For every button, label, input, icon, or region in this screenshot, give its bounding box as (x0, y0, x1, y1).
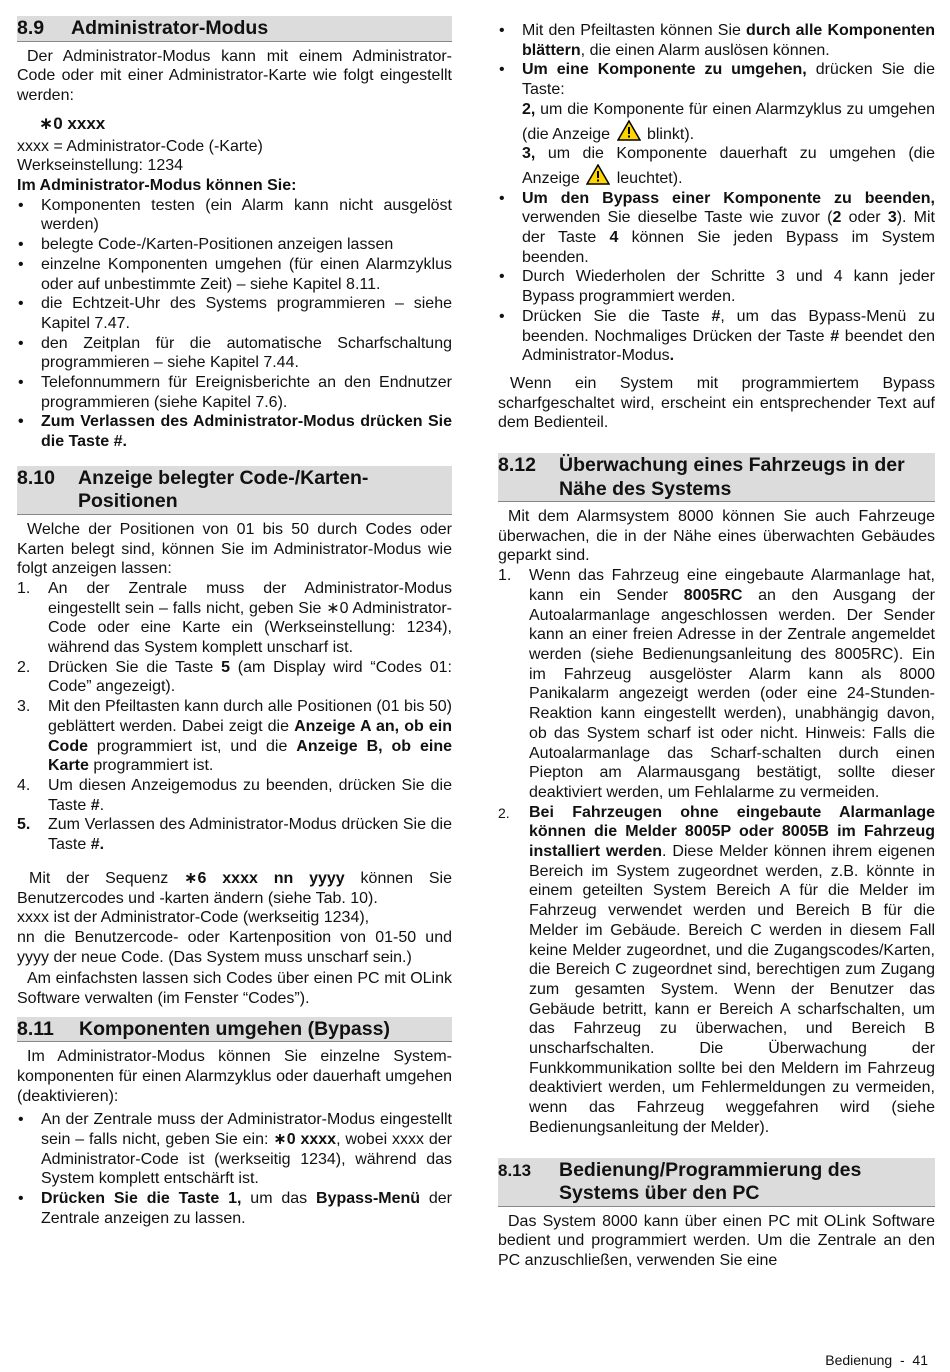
s811-note: Wenn ein System mit programmiertem Bypass scharfgeschaltet wird, erscheint ein entsprechender Text auf dem Bedienteil. (498, 374, 935, 432)
section-number: 8.11 (17, 1017, 54, 1040)
list-item: 2. Bei Fahrzeugen ohne eingebaute Alarmanlage können die Melder 8005P oder 8005B im Fahrzeug installiert werden. Diese Melder können ihrem eigenen Bereich im System zugeordnet werden, z.B. könnte in einem geteilten System Bereich A für die Melder im Fahrzeug verwendet werden und Bereich B für die Melder im Gebäude. Bereich C werden in diesem Fall keine Melder zugeordnet, und die Zugangscodes/Karten, die Bereich C zugeordnet sind, berechtigen zum Zugang zum gesamten System. Wenn der Benutzer das Gebäude betritt, kann er Bereich A scharfschalten, um das Fahrzeug zu überwachen, und Bereich B unscharfschalten. Die Überwachung der Funkkommunikation sollte bei den Meldern im Fahrzeug deaktiviert werden, um Fehlermeldungen zu vermeiden, wenn das Fahrzeug weggefahren wird (siehe Bedienungsanleitung der Melder). (498, 803, 936, 1136)
list-item: • Zum Verlassen des Administrator-Modus drücken Sie die Taste #. (17, 412, 452, 451)
right-column (498, 21, 935, 1271)
list-item: 2. Drücken Sie die Taste 5 (am Display wird “Codes 01: Code” angezeigt). (17, 658, 452, 696)
list-item: • Telefonnummern für Ereignisberichte an den Endnutzer programmieren (siehe Kapitel 7.6). (17, 373, 452, 412)
section-number: 8.13 (498, 1160, 532, 1180)
s810-steps (17, 579, 452, 855)
list-item: • einzelne Komponenten umgehen (für einen Alarmzyklus oder auf unbestimmte Zeit) – siehe Kapitel 8.11. (17, 255, 452, 294)
section-title: Bedienung/Programmierung des Systems über den PC (559, 1158, 862, 1205)
warning-icon (586, 164, 610, 185)
list-item: • Um eine Komponente zu umgehen, drücken Sie die Taste: 2, um die Komponente für einen Alarmzyklus zu umgehen (die Anzeige blinkt). 3, um die Komponente dauerhaft zu umgehen (die Anzeige leuchtet). (498, 60, 935, 188)
list-item: 1. Wenn das Fahrzeug eine eingebaute Alarmanlage hat, kann ein Sender 8005RC an den Ausgang der Autoalarmanlage angeschlossen werden. Der Sender kann an einer freien Adresse in der Zentrale angemeldet werden (siehe Bedienungsanleitung des 8005RC). Ein im Fahrzeug ausgelöster Alarm kann als 8000 Panikalarm angezeigt werden (oder eine 24-Stunden-Reaktion kann eingestellt werden), unabhängig davon, ob das System scharf ist oder nicht. Hinweis: Falls die Autoalarmanlage das Scharf-schalten durch einen Piepton am Alarmausgang bestätigt, sollte dieser deaktiviert werden, um Fehlalarme zu vermeiden. (498, 567, 935, 801)
s89-code: ∗0 xxxx (39, 113, 106, 133)
list-item: • Durch Wiederholen der Schritte 3 und 4 kann jeder Bypass programmiert werden. (498, 267, 935, 306)
s810-seq-line3: nn die Benutzercode- oder Kartenposition von 01-50 und yyyy der neue Code. (Das System muss unscharf sein.) (17, 928, 452, 966)
s89-line2: Werkseinstellung: 1234 (17, 157, 184, 175)
s810-seq-line2: xxxx ist der Administrator-Code (werkseitig 1234), (17, 909, 370, 927)
section-title: Komponenten umgehen (Bypass) (79, 1017, 390, 1040)
section-title: Überwachung eines Fahrzeugs in der Nähe des Systems (559, 454, 905, 500)
heading-8-12 (498, 453, 935, 502)
left-column (17, 16, 452, 1229)
section-number: 8.10 (17, 466, 55, 489)
s811-bullets-right (498, 21, 935, 366)
list-item: • Komponenten testen (ein Alarm kann nicht ausgelöst werden) (17, 196, 452, 235)
page-footer: Bedienung - 41 (825, 1352, 928, 1368)
s810-olink: Am einfachsten lassen sich Codes über einen PC mit OLink Software verwalten (im Fenster “Codes”). (17, 970, 452, 1008)
s810-intro: Welche der Positionen von 01 bis 50 durch Codes oder Karten belegt sind, können Sie im Administrator-Modus wie folgt anzeigen lassen: (17, 520, 452, 578)
s89-bullets (17, 196, 452, 452)
list-item: • den Zeitplan für die automatische Scharfschaltung programmieren – siehe Kapitel 7.44. (17, 334, 452, 373)
list-item: • die Echtzeit-Uhr des Systems programmieren – siehe Kapitel 7.47. (17, 294, 452, 333)
list-item: 4. Um diesen Anzeigemodus zu beenden, drücken Sie die Taste #. (17, 777, 452, 814)
heading-8-9 (17, 16, 452, 42)
list-item: • Drücken Sie die Taste 1, um das Bypass-Menü der Zentrale anzeigen zu lassen. (17, 1189, 452, 1228)
list-item: 3. Mit den Pfeiltasten kann durch alle Positionen (01 bis 50) geblättert werden. Dabei zeigt die Anzeige A an, ob ein Code programmiert ist, und die Anzeige B, ob eine Karte programmiert ist. (17, 698, 452, 775)
heading-8-13 (498, 1158, 935, 1207)
list-item: • An der Zentrale muss der Administrator-Modus eingestellt sein – falls nicht, geben Sie ein: ∗0 xxxx, wobei xxxx der Administrator-Code ist (werkseitig 1234), während das System komplett entschärft ist. (17, 1110, 452, 1189)
list-item: • Drücken Sie die Taste #, um das Bypass-Menü zu beenden. Nochmaliges Drücken der Taste # beendet den Administrator-Modus. (498, 307, 935, 366)
section-number: 8.12 (498, 454, 536, 477)
section-number: 8.9 (17, 17, 45, 39)
s811-bullets-left (17, 1110, 452, 1228)
list-item: • Mit den Pfeiltasten können Sie durch alle Komponenten blättern, die einen Alarm auslösen können. (498, 21, 935, 60)
heading-8-10 (17, 466, 452, 515)
s813-intro: Das System 8000 kann über einen PC mit OLink Software bedient und programmiert werden. Um die Zentrale an den PC anzuschließen, verwenden Sie eine (498, 1212, 935, 1269)
list-item: 5. Zum Verlassen des Administrator-Modus drücken Sie die Taste #. (17, 816, 452, 854)
warning-icon (617, 120, 641, 141)
list-item: • belegte Code-/Karten-Positionen anzeigen lassen (17, 235, 452, 255)
list-item: • Um den Bypass einer Komponente zu beenden, verwenden Sie dieselbe Taste wie zuvor (2 oder 3). Mit der Taste 4 können Sie jeden Bypass im System beenden. (498, 189, 935, 268)
section-title: Anzeige belegter Code-/Karten-Positionen (78, 466, 369, 513)
s812-list (498, 566, 935, 1137)
s811-intro: Im Administrator-Modus können Sie einzelne System-komponenten für einen Alarmzyklus oder dauerhaft umgehen (deaktivieren): (17, 1048, 452, 1105)
list-item: 1. An der Zentrale muss der Administrator-Modus eingestellt sein – falls nicht, geben Sie ∗0 Administrator-Code oder eine Karte ein (Werkseinstellung: 1234), während das System komplett unscharf ist. (17, 579, 452, 657)
heading-8-11 (17, 1017, 452, 1043)
s89-intro: Der Administrator-Modus kann mit einem Administrator-Code oder mit einer Administrator-Karte wie folgt eingestellt werden: (17, 47, 452, 104)
s812-intro: Mit dem Alarmsystem 8000 können Sie auch Fahrzeuge überwachen, die in der Nähe eines überwachten Gebäudes geparkt sind. (498, 508, 935, 565)
s89-subhead: Im Administrator-Modus können Sie: (17, 177, 297, 195)
s89-line1: xxxx = Administrator-Code (-Karte) (17, 137, 263, 155)
section-title: Administrator-Modus (71, 17, 269, 39)
s810-sequence: Mit der Sequenz ∗6 xxxx nn yyyy können Sie Benutzercodes und -karten ändern (siehe Tab. 10). (17, 869, 452, 907)
